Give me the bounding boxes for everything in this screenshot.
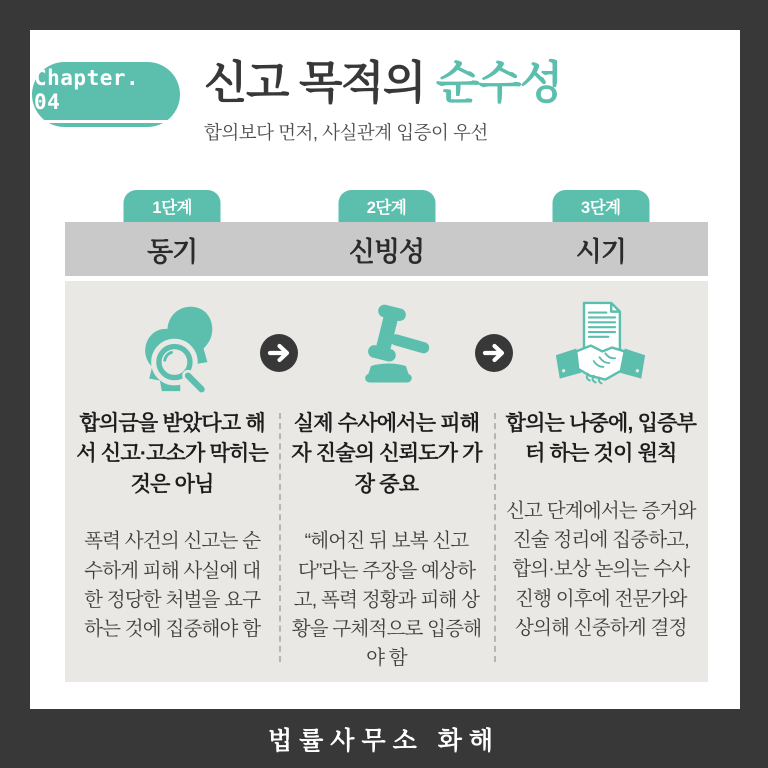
arrow-right-icon <box>474 333 514 373</box>
content-panel <box>65 281 708 682</box>
title-block <box>204 56 724 145</box>
column-heading: 합의는 나중에, 입증부터 하는 것이 원칙 <box>505 412 697 466</box>
step-badge-3 <box>552 190 649 222</box>
column-header-credibility: 신빙성 <box>348 236 425 267</box>
column-header-motive: 동기 <box>147 236 198 267</box>
arrow-right-icon <box>259 333 299 373</box>
page-title <box>204 56 724 110</box>
text-row <box>65 401 708 674</box>
column-header-timing: 시기 <box>575 236 626 267</box>
content-card <box>30 30 740 709</box>
step-badge-1 <box>124 190 221 222</box>
step-badges-row <box>65 190 708 222</box>
column-header-bar <box>65 222 708 276</box>
chapter-badge <box>32 62 180 127</box>
brand-name: 법률사무소 화해 <box>268 726 500 755</box>
step-badge-1-label: 1단계 <box>152 199 192 217</box>
column-divider <box>494 413 496 662</box>
footer <box>0 709 768 768</box>
column-motive <box>65 409 279 674</box>
page-subtitle: 합의보다 먼저, 사실관계 입증이 우선 <box>204 122 488 143</box>
column-body: 폭력 사건의 신고는 순수하게 피해 사실에 대한 정당한 처벌을 요구하는 것에 집중해야 함 <box>84 530 261 641</box>
step-badge-3-label: 3단계 <box>581 199 621 217</box>
column-body: “헤어진 뒤 보복 신고다”라는 주장을 예상하고, 폭력 정황과 피해 상황을 구체적으로 입증해야 함 <box>291 530 482 670</box>
column-body: 신고 단계에서는 증거와 진술 정리에 집중하고, 합의·보상 논의는 수사 진행 이후에 전문가와 상의해 신중하게 결정 <box>506 499 696 639</box>
gavel-icon <box>338 300 435 397</box>
title-accent: 순수성 <box>435 57 562 108</box>
column-heading: 실제 수사에서는 피해자 진술의 신뢰도가 가장 중요 <box>291 412 482 496</box>
step-badge-2 <box>338 190 435 222</box>
chapter-label: Chapter. 04 <box>32 66 180 123</box>
title-prefix: 신고 목적의 <box>204 57 436 108</box>
column-divider <box>279 413 281 662</box>
column-timing <box>494 409 708 674</box>
people-search-icon <box>124 300 221 397</box>
column-heading: 합의금을 받았다고 해서 신고·고소가 막히는 것은 아님 <box>76 412 268 496</box>
icons-row <box>65 281 708 401</box>
column-credibility <box>279 409 493 674</box>
icon-cell-3 <box>494 295 708 401</box>
step-badge-2-label: 2단계 <box>366 199 407 217</box>
handshake-document-icon <box>552 300 649 397</box>
icon-cell-1 <box>65 295 279 401</box>
icon-cell-2 <box>279 295 493 401</box>
